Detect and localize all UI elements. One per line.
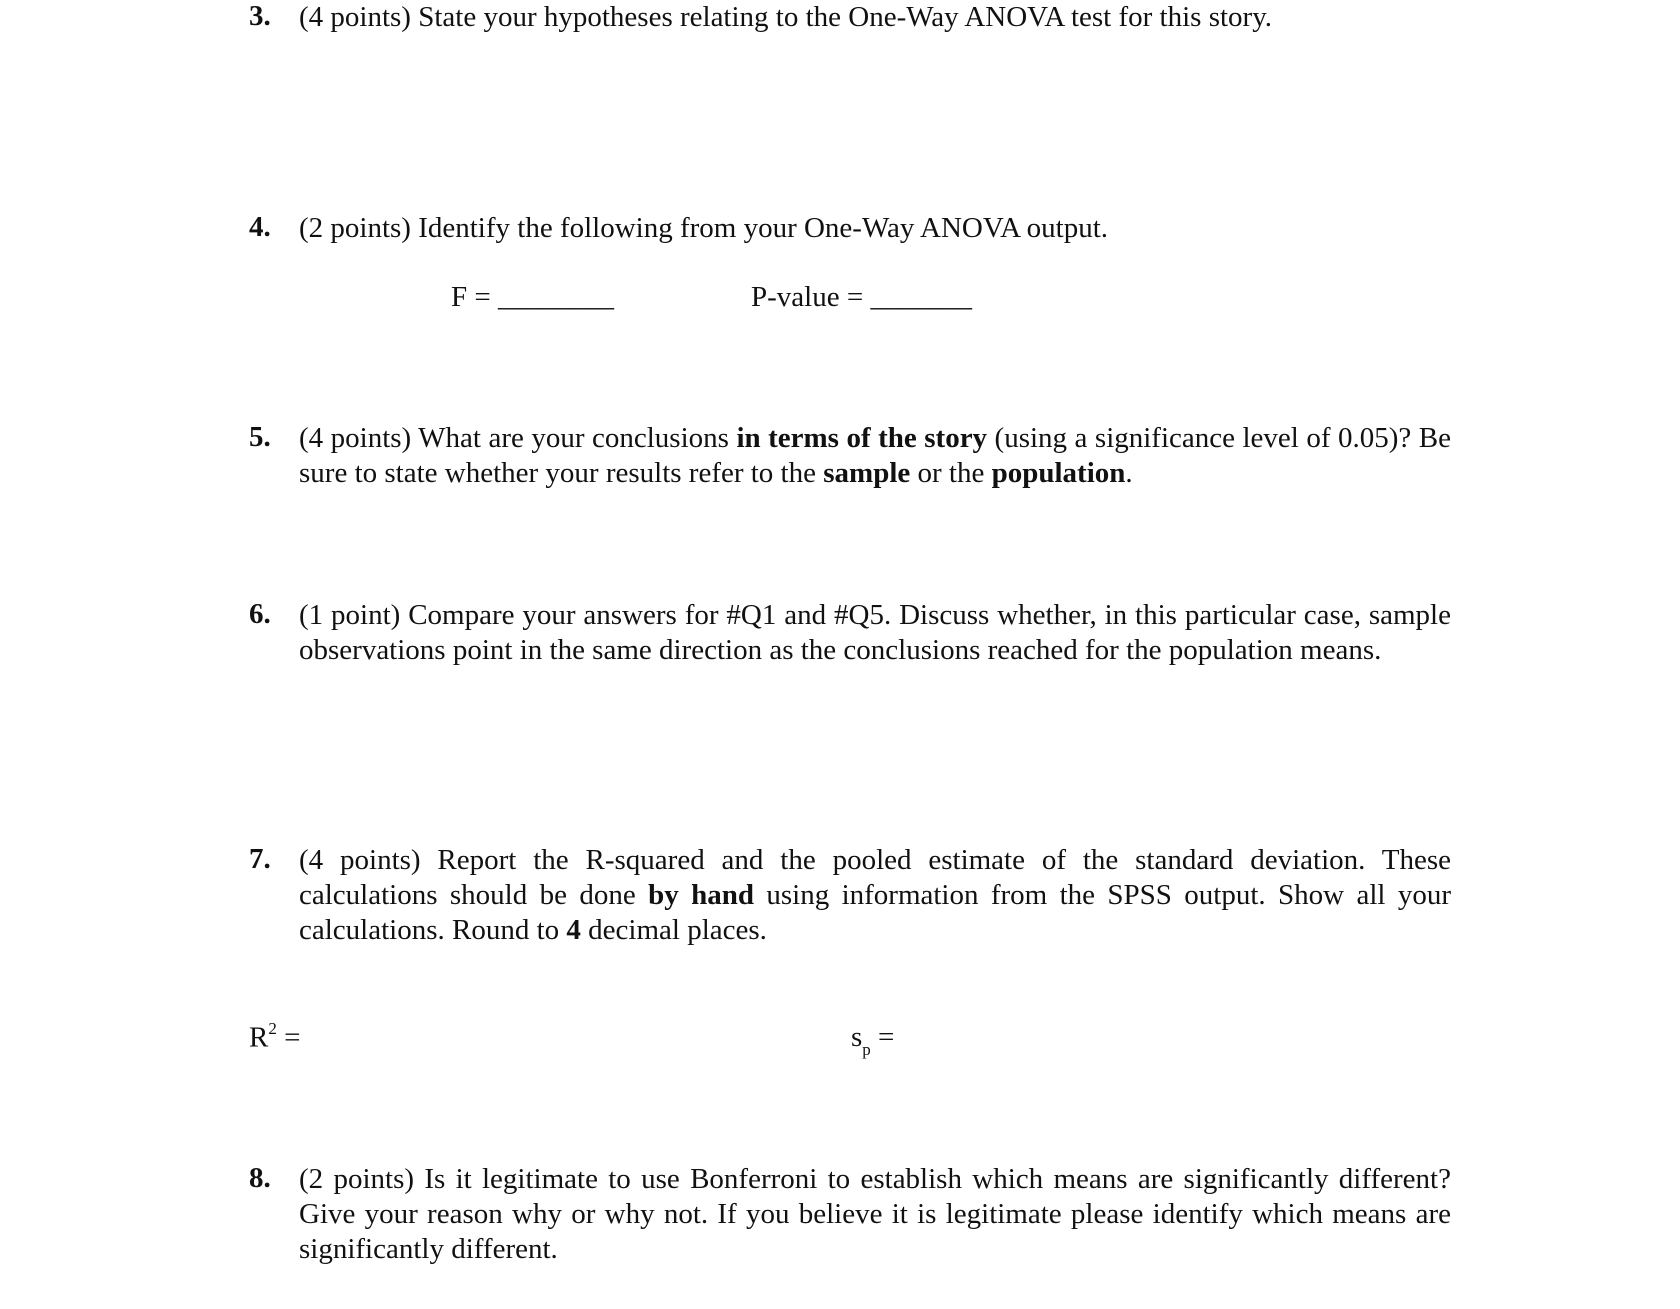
question-text-run: (4 points) State your hypotheses relating to the One-Way ANOVA test for this story.: [299, 1, 1273, 33]
question-6: [249, 598, 1451, 668]
emphasis-text: 4: [566, 914, 581, 946]
question-text-run: using information from the SPSS output. Show all your calculations. Round to: [299, 879, 1451, 946]
pooled-sd-subscript: p: [862, 1039, 871, 1059]
question-3: [249, 0, 1451, 35]
question-text-run: (2 points) Identify the following from your One-Way ANOVA output.: [299, 212, 1109, 244]
pooled-sd-equals: =: [870, 1021, 895, 1053]
question-text: [299, 421, 1451, 491]
question-text: [299, 843, 1451, 948]
question-text-run: .: [1125, 457, 1133, 489]
emphasis-text: in terms of the story: [736, 422, 988, 454]
question-text: [299, 598, 1451, 668]
r-squared-symbol: R: [249, 1021, 269, 1054]
question-text: [299, 0, 1451, 35]
question-number: 5.: [249, 421, 271, 453]
question-text-run: (4 points) Report the R-squared and the pooled estimate of the standard deviation. These calculations should be done: [299, 844, 1451, 911]
r-squared-answer[interactable]: [249, 1021, 300, 1055]
r-squared-equals: =: [276, 1021, 301, 1054]
emphasis-text: by hand: [648, 879, 754, 911]
question-number: 4.: [249, 211, 271, 243]
question-4: [249, 211, 1451, 246]
question-text-run: or the: [910, 457, 992, 489]
emphasis-text: population: [991, 457, 1126, 489]
question-number: 3.: [249, 0, 271, 32]
f-statistic-blank[interactable]: F = ________: [451, 281, 614, 313]
question-text: [299, 1162, 1451, 1267]
question-7: [249, 843, 1451, 948]
question-number: 8.: [249, 1162, 271, 1194]
question-number: 7.: [249, 843, 271, 875]
question-text-run: (4 points) What are your conclusions: [299, 422, 737, 454]
question-text-run: (2 points) Is it legitimate to use Bonferroni to establish which means are significantly different? Give your reason why or why not. If you believe it is legitimate please identify which means are significantly different.: [299, 1163, 1451, 1265]
question-5: [249, 421, 1451, 491]
r-squared-exponent: 2: [268, 1019, 277, 1038]
question-text-run: decimal places.: [580, 914, 767, 946]
question-8: [249, 1162, 1451, 1267]
pooled-sd-answer[interactable]: [851, 1021, 894, 1058]
p-value-blank[interactable]: P-value = _______: [751, 281, 972, 313]
question-number: 6.: [249, 598, 271, 630]
emphasis-text: sample: [823, 457, 911, 489]
question-text-run: (using a significance level of 0.05)? Be sure to state whether your results refer to the: [299, 422, 1451, 489]
pooled-sd-symbol: s: [851, 1021, 863, 1053]
question-text: [299, 211, 1451, 246]
question-text-run: (1 point) Compare your answers for #Q1 and #Q5. Discuss whether, in this particular case, sample observations point in the same direction as the conclusions reached for the population means.: [299, 599, 1451, 666]
